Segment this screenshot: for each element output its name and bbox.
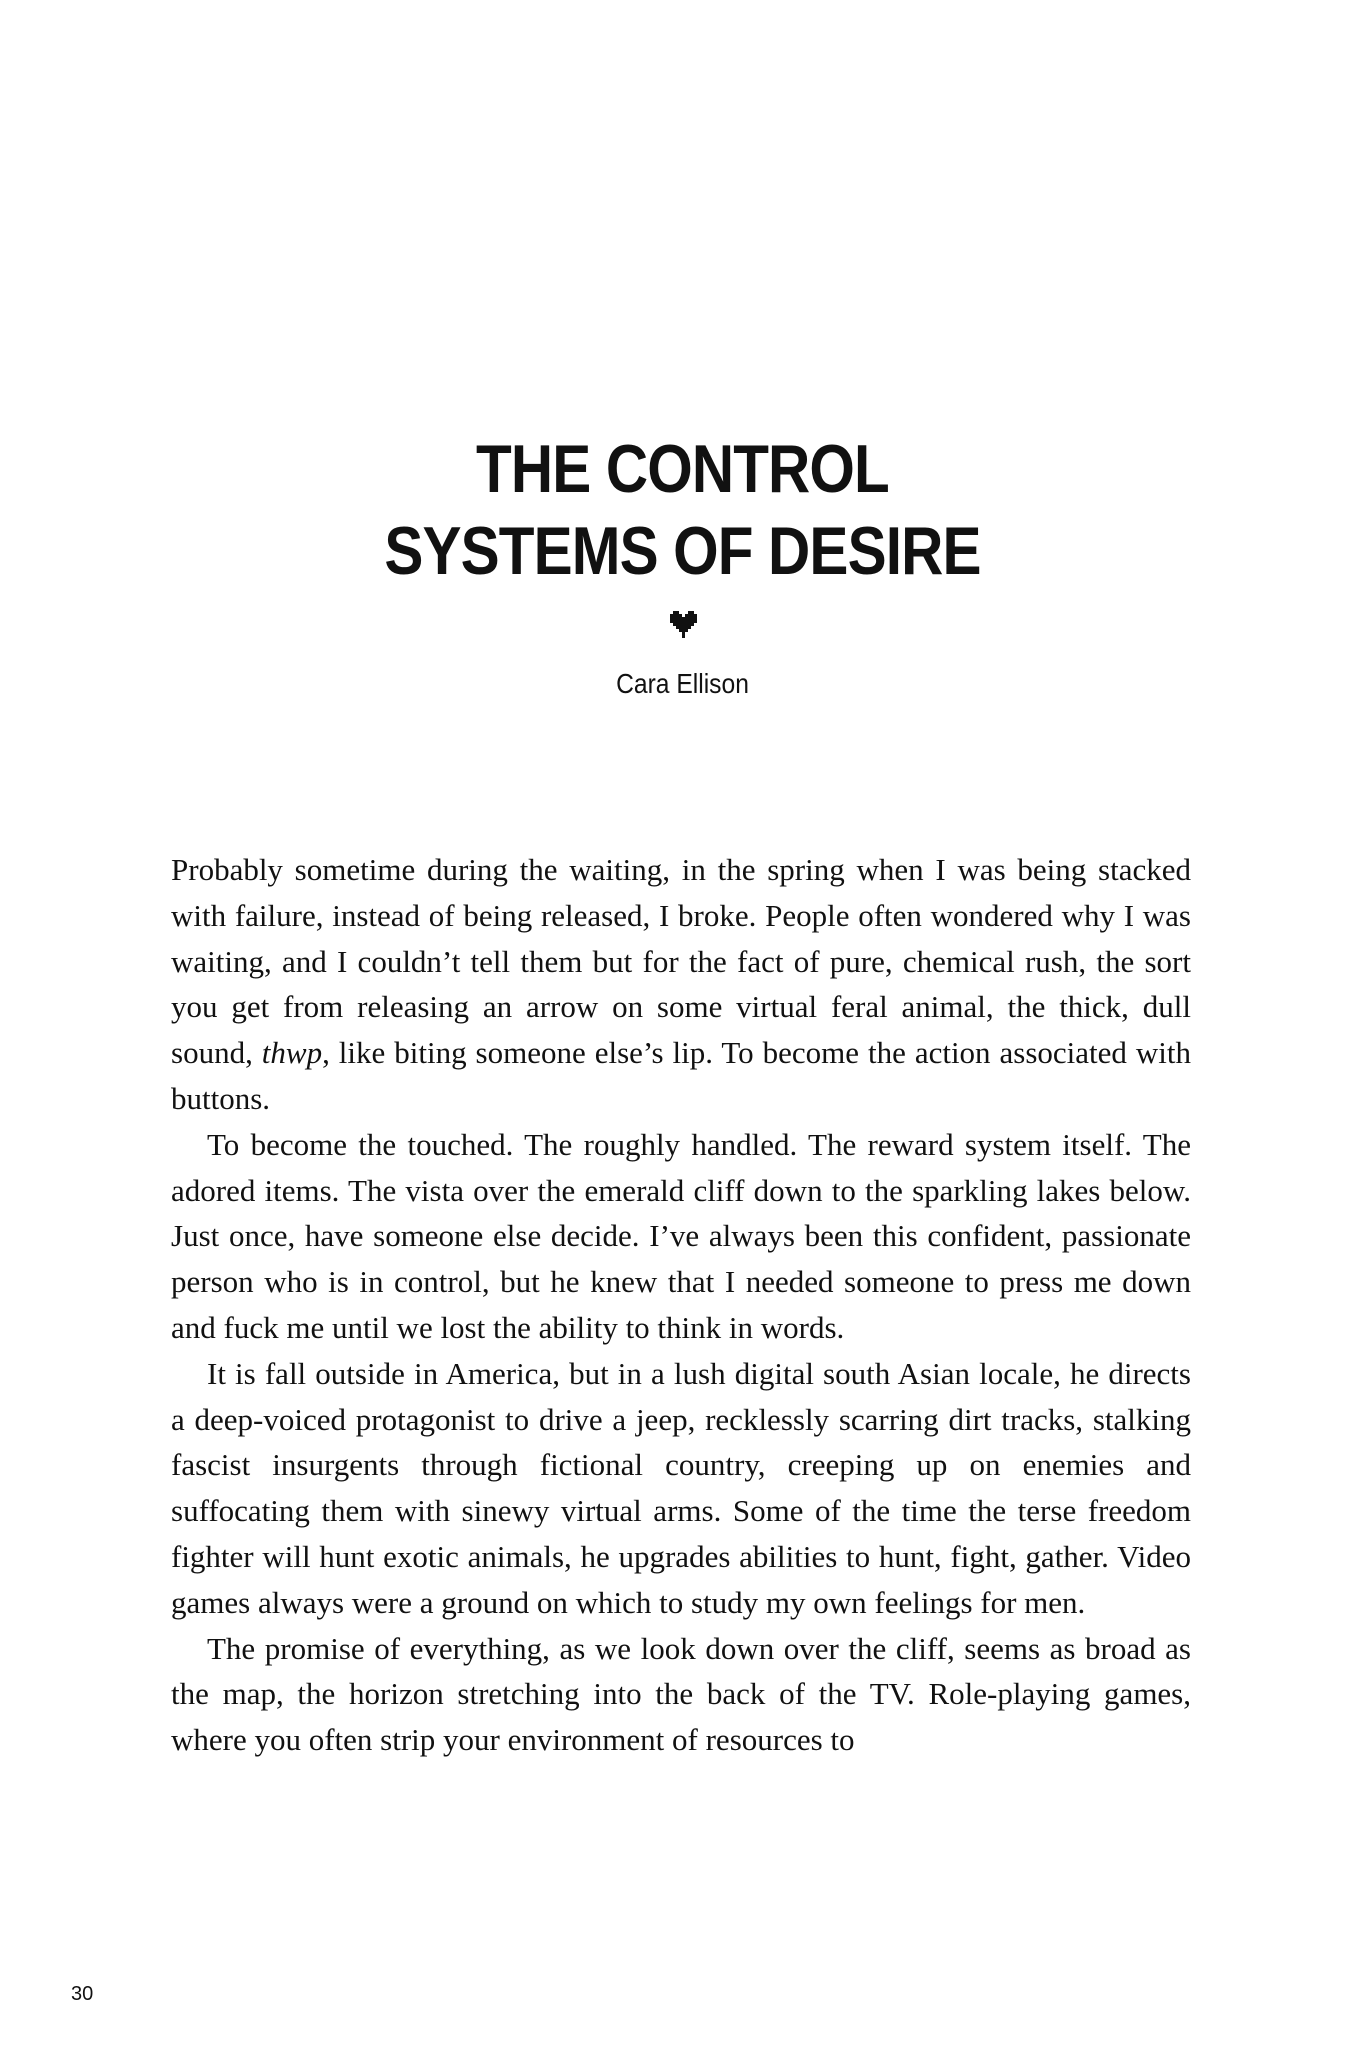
page-number: 30 [71,1983,94,2005]
chapter-title-line-2: SYSTEMS OF DESIRE [384,513,981,589]
chapter-title-line-1: THE CONTROL [476,431,889,507]
paragraph-2: To become the touched. The roughly handled. The reward system itself. The adored items. The vista over the emerald cliff down to the sparkling lakes below. Just once, have someone else decide. I’ve always been this confident, passionate person who is in control, but he knew that I needed someone to press me down and fuck me until we lost the ability to think in words. [171,1126,1191,1345]
chapter-title [96,428,1270,592]
paragraph-1-emphasis: thwp [261,1035,323,1071]
paragraph-4: The promise of everything, as we look down over the cliff, seems as broad as the map, the horizon stretching into the back of the TV. Role-playing games, where you often strip your environment of resources to [171,1630,1191,1758]
paragraph-3: It is fall outside in America, but in a lush digital south Asian locale, he directs a deep-voiced protagonist to drive a jeep, recklessly scarring dirt tracks, stalking fascist insurgents through fictional country, creeping up on enemies and suffocating them with sinewy virtual arms. Some of the time the terse freedom fighter will hunt exotic animals, he upgrades abilities to hunt, fight, gather. Video games always were a ground on which to study my own feelings for men. [171,1355,1191,1620]
paragraph-1-after: , like biting someone else’s lip. To become the action associated with buttons. [171,1035,1191,1116]
body-text [171,847,1191,1763]
author-name: Cara Ellison [616,668,749,699]
paragraph-1 [171,847,1191,1122]
heart-icon [670,611,697,638]
paragraph-1-before: Probably sometime during the waiting, in the spring when I was being stacked with failure, instead of being released, I broke. People often wondered why I was waiting, and I couldn’t tell them but for the fact of pure, chemical rush, the sort you get from releasing an arrow on some virtual feral animal, the thick, dull sound, [171,852,1191,1071]
